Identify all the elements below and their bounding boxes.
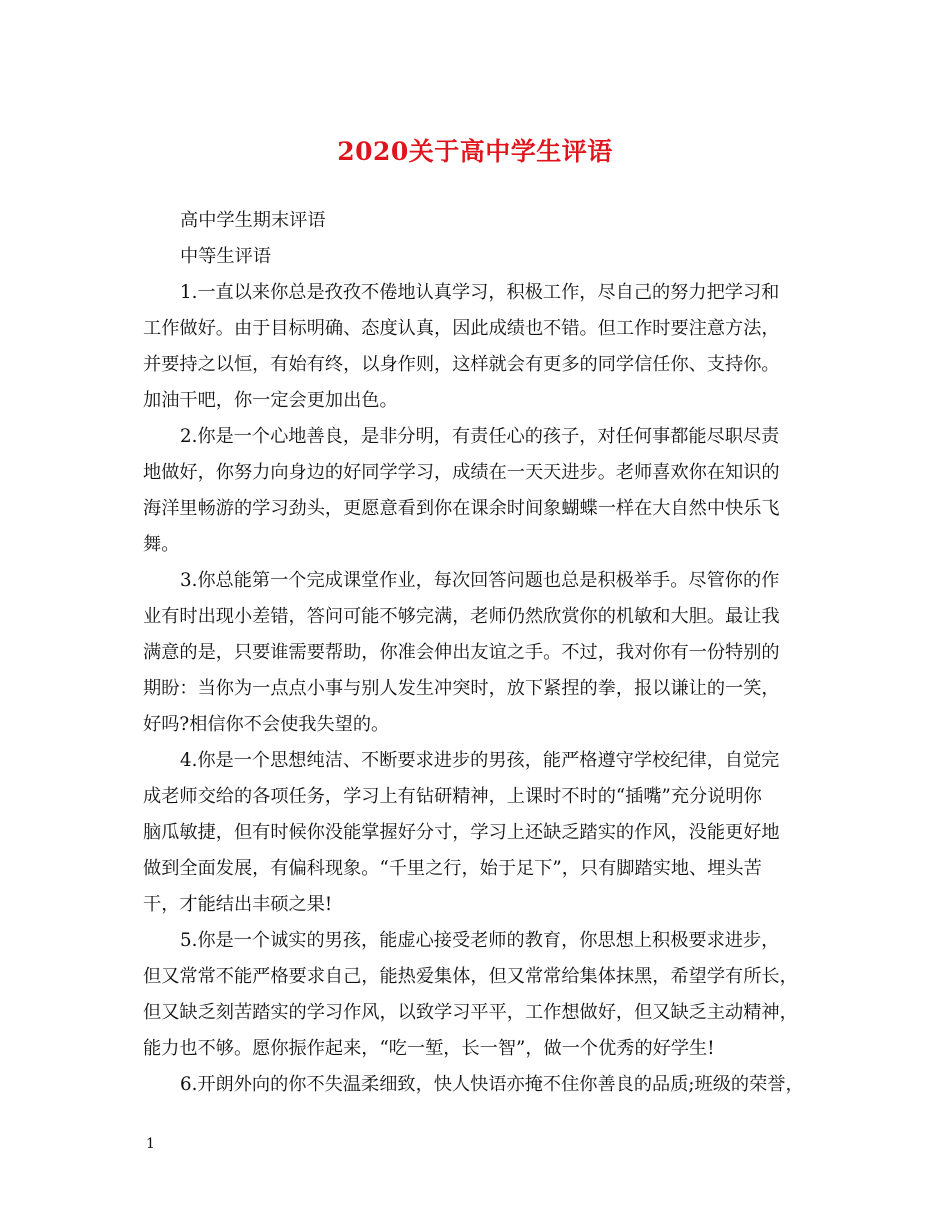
paragraph-line: 海洋里畅游的学习劲头，更愿意看到你在课余时间象蝴蝶一样在大自然中快乐飞 [143,498,780,519]
paragraph-line: 满意的是，只要谁需要帮助，你准会伸出友谊之手。不过，我对你有一份特别的 [143,642,780,663]
paragraph-line: 成老师交给的各项任务，学习上有钻研精神，上课时不时的“插嘴”充分说明你 [143,786,762,807]
page-number: 1 [146,1136,155,1152]
paragraph-line: 做到全面发展，有偏科现象。“千里之行，始于足下”，只有脚踏实地、埋头苦 [143,858,762,879]
paragraph [143,419,818,563]
paragraph-line: 但又常常不能严格要求自己，能热爱集体，但又常常给集体抹黑，希望学有所长， [143,966,798,987]
paragraph [143,743,818,923]
paragraph [143,563,818,743]
paragraph [143,1067,818,1103]
paragraph-line: 舞。 [143,534,180,555]
paragraph-line: 工作做好。由于目标明确、态度认真，因此成绩也不错。但工作时要注意方法， [143,318,780,339]
paragraph-list [143,275,818,1103]
paragraph-line: 能力也不够。愿你振作起来，“吃一堑，长一智”，做一个优秀的好学生! [143,1038,715,1059]
paragraph-line: 3.你总能第一个完成课堂作业，每次回答问题也总是积极举手。尽管你的作 [180,570,780,591]
paragraph-line: 5.你是一个诚实的男孩，能虚心接受老师的教育，你思想上积极要求进步， [180,930,780,951]
paragraph [143,275,818,419]
subsection-heading: 中等生评语 [180,246,271,267]
paragraph-line: 加油干吧，你一定会更加出色。 [143,390,398,411]
document-body [143,203,818,1103]
paragraph-line: 脑瓜敏捷，但有时候你没能掌握好分寸，学习上还缺乏踏实的作风，没能更好地 [143,822,780,843]
paragraph-line: 2.你是一个心地善良，是非分明，有责任心的孩子，对任何事都能尽职尽责 [180,426,780,447]
paragraph-line: 1.一直以来你总是孜孜不倦地认真学习，积极工作，尽自己的努力把学习和 [180,282,780,303]
paragraph-line: 业有时出现小差错，答问可能不够完满，老师仍然欣赏你的机敏和大胆。最让我 [143,606,780,627]
paragraph [143,923,818,1067]
page-title: 2020关于高中学生评语 [337,137,613,166]
paragraph-line: 6.开朗外向的你不失温柔细致，快人快语亦掩不住你善良的品质;班级的荣誉， [180,1074,804,1095]
paragraph-line: 4.你是一个思想纯洁、不断要求进步的男孩，能严格遵守学校纪律，自觉完 [180,750,780,771]
paragraph-line: 但又缺乏刻苦踏实的学习作风，以致学习平平，工作想做好，但又缺乏主动精神， [143,1002,798,1023]
paragraph-line: 期盼：当你为一点点小事与别人发生冲突时，放下紧捏的拳，报以谦让的一笑， [143,678,780,699]
section-heading: 高中学生期末评语 [180,210,326,231]
paragraph-line: 干，才能结出丰硕之果! [143,894,333,915]
paragraph-line: 好吗?相信你不会使我失望的。 [143,714,390,735]
paragraph-line: 并要持之以恒，有始有终，以身作则，这样就会有更多的同学信任你、支持你。 [143,354,780,375]
paragraph-line: 地做好，你努力向身边的好同学学习，成绩在一天天进步。老师喜欢你在知识的 [143,462,780,483]
